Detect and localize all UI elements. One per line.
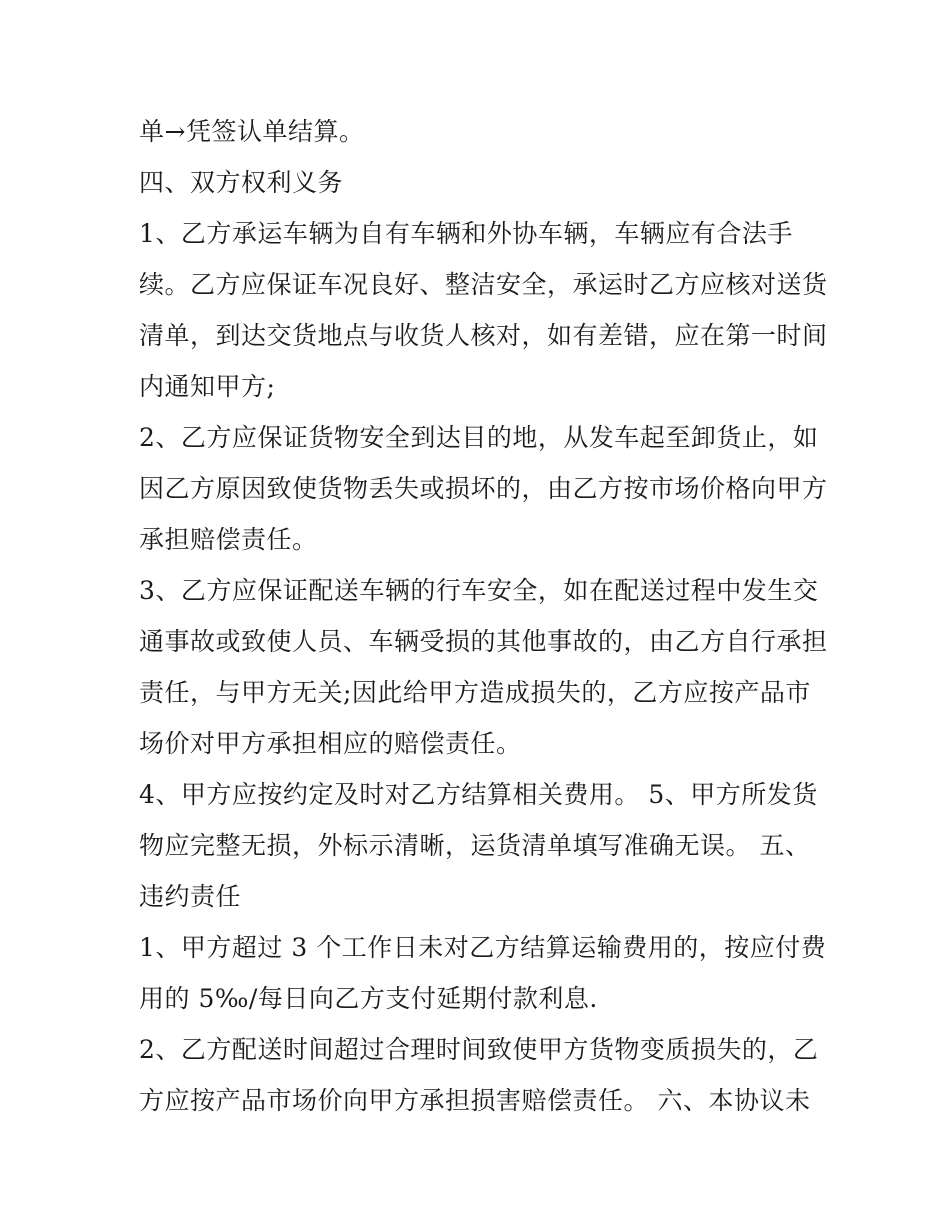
text-line: 1、甲方超过 3 个工作日未对乙方结算运输费用的，按应付费 (139, 933, 827, 962)
text-line: 因乙方原因致使货物丢失或损坏的，由乙方按市场价格向甲方 (139, 474, 828, 503)
text-line: 4、甲方应按约定及时对乙方结算相关费用。 5、甲方所发货 (139, 780, 818, 809)
text-line: 2、乙方应保证货物安全到达目的地，从发车起至卸货止，如 (139, 423, 819, 452)
section-heading: 四、双方权利义务 (139, 168, 344, 197)
text-line: 单→凭签认单结算。 (139, 117, 365, 146)
text-line: 通事故或致使人员、车辆受损的其他事故的，由乙方自行承担 (139, 627, 828, 656)
text-line: 3、乙方应保证配送车辆的行车安全，如在配送过程中发生交 (139, 576, 819, 605)
text-line: 责任，与甲方无关;因此给甲方造成损失的，乙方应按产品市 (139, 678, 811, 707)
document-body (139, 106, 828, 1126)
section-heading: 违约责任 (139, 882, 242, 911)
text-line: 清单，到达交货地点与收货人核对，如有差错，应在第一时间 (139, 321, 828, 350)
text-line: 物应完整无损，外标示清晰，运货清单填写准确无误。 五、 (139, 831, 811, 860)
text-line: 内通知甲方; (139, 372, 276, 401)
text-line: 2、乙方配送时间超过合理时间致使甲方货物变质损失的，乙 (139, 1035, 819, 1064)
text-line: 用的 5‰/每日向乙方支付延期付款利息. (139, 984, 598, 1013)
text-line: 场价对甲方承担相应的赔偿责任。 (139, 729, 522, 758)
text-line: 方应按产品市场价向甲方承担损害赔偿责任。 六、本协议未 (139, 1086, 811, 1115)
text-line: 续。乙方应保证车况良好、整洁安全，承运时乙方应核对送货 (139, 270, 828, 299)
text-line: 承担赔偿责任。 (139, 525, 318, 554)
text-line: 1、乙方承运车辆为自有车辆和外协车辆，车辆应有合法手 (139, 219, 793, 248)
